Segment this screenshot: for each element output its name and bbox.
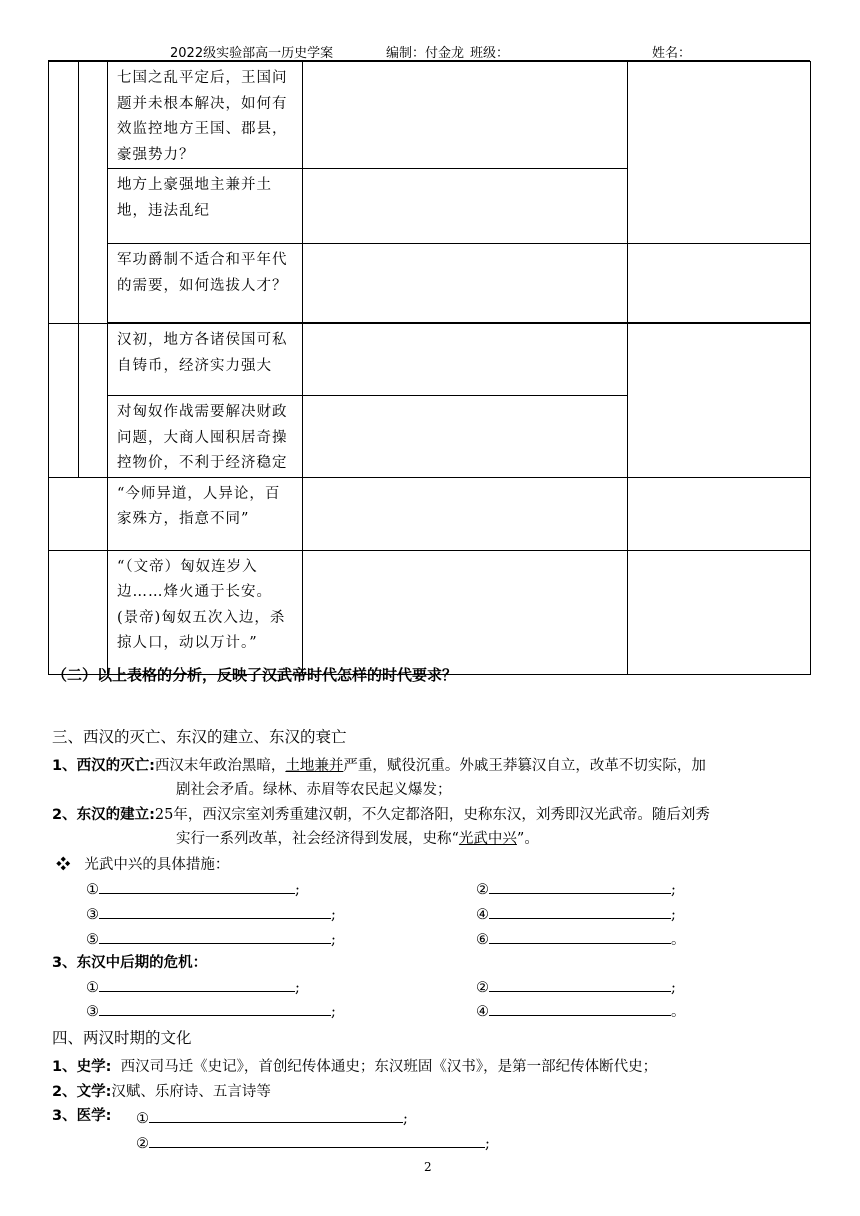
- crisis-end-1: ;: [295, 980, 300, 996]
- measure-blank-2[interactable]: [476, 878, 676, 898]
- item-1-line-2: 剧社会矛盾。绿林、赤眉等农民起义爆发；: [176, 782, 452, 798]
- item-1-text-a: 西汉末年政治黑暗，: [154, 758, 286, 774]
- item-2-line-1: [52, 804, 812, 826]
- item-2-text-a: 25年，西汉宗室刘秀重建汉朝，不久定都洛阳，史称东汉，刘秀即汉光武帝。随后刘秀: [154, 807, 710, 823]
- row-3-text: 军功爵制不适合和平年代的需要，如何选拔人才？: [117, 252, 288, 294]
- crisis-num-1: ①: [86, 980, 99, 996]
- table-answer-cell[interactable]: [303, 396, 628, 478]
- doc-header-grade: 2022级实验部高一历史学案: [170, 46, 334, 61]
- measures-label: 光武中兴的具体措施：: [84, 857, 230, 873]
- crisis-blank-2[interactable]: [476, 976, 676, 996]
- crisis-num-3: ③: [86, 1004, 99, 1020]
- row-4-text: 汉初，地方各诸侯国可私自铸币，经济实力强大: [117, 332, 288, 374]
- crisis-blank-4[interactable]: [476, 1000, 686, 1021]
- measures-heading: [56, 854, 229, 876]
- history-label: 1、史学:: [52, 1059, 112, 1075]
- bullet-icon: ❖: [56, 857, 71, 873]
- crisis-end-4: 。: [671, 1004, 686, 1020]
- measure-blank-3[interactable]: [86, 903, 336, 923]
- medicine-blank-2[interactable]: [136, 1132, 490, 1152]
- table-row-text: [108, 477, 303, 550]
- measure-blank-1[interactable]: [86, 878, 300, 898]
- table-answer-cell[interactable]: [628, 62, 811, 244]
- measure-blank-4[interactable]: [476, 903, 676, 923]
- item-2-label: 2、东汉的建立:: [52, 807, 155, 823]
- medicine-num-2: ②: [136, 1136, 149, 1152]
- table-cell-b2: [79, 324, 108, 478]
- item-1-label: 1、西汉的灭亡:: [52, 758, 155, 774]
- crisis-num-2: ②: [476, 980, 489, 996]
- medicine-num-1: ①: [136, 1111, 149, 1127]
- analysis-table: [48, 61, 811, 675]
- crisis-end-3: ;: [331, 1004, 336, 1020]
- item-2-text-b: 实行一系列改革，社会经济得到发展，史称“: [176, 831, 459, 847]
- measure-num-1: ①: [86, 882, 99, 898]
- measure-blank-6[interactable]: [476, 928, 686, 949]
- item-2-line-2: [176, 828, 539, 850]
- table-cell-a1: [49, 62, 79, 324]
- table-cell-a2: [49, 324, 79, 478]
- medicine-blank-1[interactable]: [136, 1107, 408, 1127]
- table-answer-cell[interactable]: [303, 324, 628, 396]
- measure-end-2: ;: [671, 882, 676, 898]
- table-row-text: [108, 324, 303, 396]
- table-row-text: [108, 244, 303, 323]
- table-answer-cell[interactable]: [628, 477, 811, 550]
- table-cell-a3: [49, 477, 108, 550]
- table-answer-cell[interactable]: [303, 477, 628, 550]
- table-row-text: [108, 550, 303, 674]
- table-answer-cell[interactable]: [303, 169, 628, 244]
- row-5-text: 对匈奴作战需要解决财政问题，大商人囤积居奇操控物价，不利于经济稳定: [117, 404, 288, 471]
- table-answer-cell[interactable]: [628, 244, 811, 323]
- doc-header-name: 姓名：: [652, 46, 692, 61]
- measure-end-4: ;: [671, 907, 676, 923]
- measure-num-5: ⑤: [86, 932, 99, 948]
- crisis-blank-3[interactable]: [86, 1000, 336, 1020]
- section-3-title: 三、西汉的灭亡、东汉的建立、东汉的衰亡: [52, 728, 347, 746]
- history-line: [52, 1056, 812, 1078]
- medicine-label: 3、医学:: [52, 1108, 112, 1124]
- table-answer-cell[interactable]: [303, 550, 628, 674]
- item-1-text-b: 严重，赋役沉重。外戚王莽篡汉自立，改革不切实际，加: [343, 758, 706, 774]
- measure-num-4: ④: [476, 907, 489, 923]
- table-answer-cell[interactable]: [628, 324, 811, 478]
- section-4-title: 四、两汉时期的文化: [52, 1029, 192, 1047]
- measure-blank-5[interactable]: [86, 928, 336, 948]
- table-row-text: [108, 169, 303, 244]
- question-2: （二）以上表格的分析，反映了汉武帝时代怎样的时代要求？: [52, 666, 458, 684]
- measure-end-3: ;: [331, 907, 336, 923]
- measure-num-6: ⑥: [476, 932, 489, 948]
- medicine-end-1: ;: [403, 1111, 408, 1127]
- row-2-text: 地方上豪强地主兼并土地，违法乱纪: [117, 177, 272, 219]
- crisis-blank-1[interactable]: [86, 976, 300, 996]
- literature-line: [52, 1081, 271, 1103]
- row-7-text: “（文帝）匈奴连岁入边……烽火通于长安。(景帝)匈奴五次入边，杀掠人口，动以万计。”: [117, 558, 286, 651]
- table-row-text: [108, 396, 303, 478]
- literature-label: 2、文学:: [52, 1084, 112, 1100]
- crisis-end-2: ;: [671, 980, 676, 996]
- table-cell-a4: [49, 550, 108, 674]
- medicine-end-2: ;: [485, 1136, 490, 1152]
- medicine-line: [52, 1105, 111, 1127]
- item-2-underlined: 光武中兴: [458, 831, 517, 847]
- measure-end-1: ;: [295, 882, 300, 898]
- measure-num-3: ③: [86, 907, 99, 923]
- table-answer-cell[interactable]: [303, 62, 628, 169]
- item-1-line-1: [52, 755, 812, 777]
- doc-header-editor: 编制：付金龙: [386, 46, 465, 61]
- measure-end-6: 。: [671, 932, 686, 948]
- crisis-num-4: ④: [476, 1004, 489, 1020]
- measure-end-5: ;: [331, 932, 336, 948]
- table-answer-cell[interactable]: [303, 244, 628, 323]
- table-row-text: [108, 62, 303, 169]
- item-3-label: 3、东汉中后期的危机：: [52, 955, 208, 971]
- item-2-text-c: ”。: [516, 831, 539, 847]
- row-6-text: “今师异道，人异论，百家殊方，指意不同”: [117, 485, 281, 527]
- doc-header-class: 班级：: [470, 46, 510, 61]
- table-cell-b1: [79, 62, 108, 324]
- literature-text: 汉赋、乐府诗、五言诗等: [111, 1084, 271, 1100]
- table-answer-cell[interactable]: [628, 550, 811, 674]
- history-text: 西汉司马迁《史记》，首创纪传体通史；东汉班固《汉书》，是第一部纪传体断代史；: [120, 1059, 658, 1075]
- measure-num-2: ②: [476, 882, 489, 898]
- row-1-text: 七国之乱平定后，王国问题并未根本解决，如何有效监控地方王国、郡县，豪强势力？: [117, 70, 288, 163]
- item-1-underlined: 土地兼并: [285, 758, 344, 774]
- page-number: 2: [424, 1160, 432, 1174]
